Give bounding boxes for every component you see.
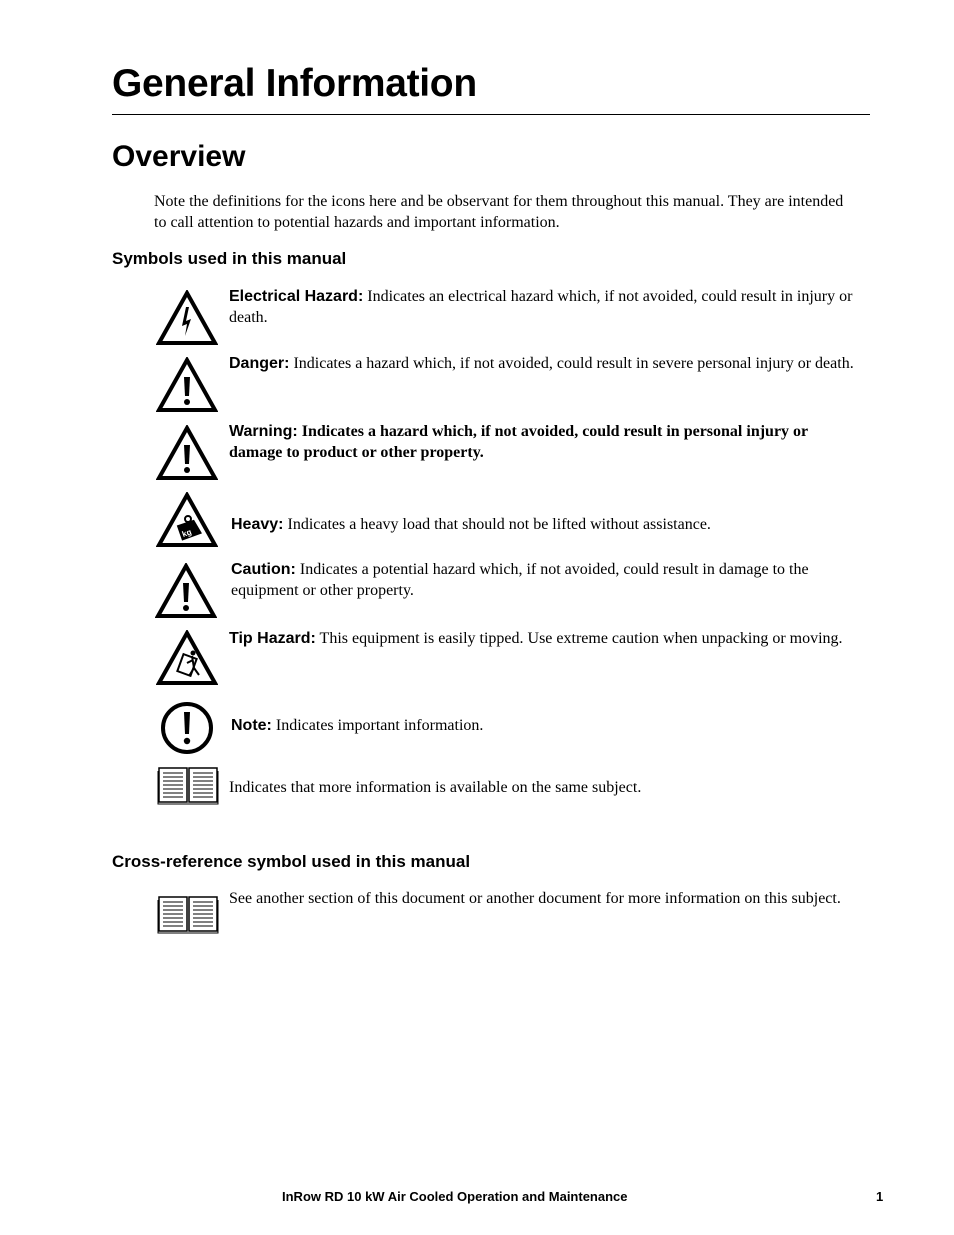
symbol-text: This equipment is easily tipped. Use extreme caution when unpacking or moving. <box>319 630 843 647</box>
caution-icon <box>155 563 217 619</box>
symbols-heading: Symbols used in this manual <box>112 249 347 268</box>
symbol-text: Indicates an electrical hazard which, if not avoided, could result in injury or death. <box>229 288 853 326</box>
symbol-text: Indicates a hazard which, if not avoided, could result in personal injury or damage to product or other property. <box>229 423 808 461</box>
svg-text:kg: kg <box>180 527 193 540</box>
section-heading: Overview <box>112 140 246 173</box>
footer-title: InRow RD 10 kW Air Cooled Operation and Maintenance <box>282 1189 628 1204</box>
symbol-entry <box>231 715 861 736</box>
book-icon <box>157 765 219 805</box>
symbol-label: Note: <box>231 717 272 734</box>
symbol-entry <box>231 514 861 535</box>
symbol-text: Indicates a potential hazard which, if not avoided, could result in damage to the equipment or other property. <box>231 561 809 599</box>
symbol-text: Indicates that more information is available on the same subject. <box>229 779 642 796</box>
warning-icon <box>156 425 218 481</box>
heavy-icon <box>156 492 218 548</box>
symbol-text: Indicates a hazard which, if not avoided, could result in severe personal injury or death. <box>293 355 854 372</box>
symbol-text: Indicates a heavy load that should not be lifted without assistance. <box>287 516 711 533</box>
symbol-label: Electrical Hazard: <box>229 288 364 305</box>
note-icon <box>160 701 214 755</box>
symbol-text: Indicates important information. <box>275 717 484 734</box>
crossref-text: See another section of this document or another document for more information on this subject. <box>229 890 841 907</box>
intro-paragraph: Note the definitions for the icons here and be observant for them throughout this manual. They are intended to call attention to potential hazards and important information. <box>154 193 844 231</box>
symbol-entry <box>229 353 859 374</box>
symbol-entry <box>229 286 859 328</box>
title-rule <box>112 114 870 115</box>
symbol-entry <box>229 628 859 649</box>
symbol-entry <box>229 421 859 463</box>
symbol-label: Tip Hazard: <box>229 630 316 647</box>
page-number: 1 <box>876 1189 884 1204</box>
symbol-label: Warning: <box>229 423 298 440</box>
symbol-entry <box>231 559 861 601</box>
symbol-label: Heavy: <box>231 516 284 533</box>
book-icon <box>157 894 219 934</box>
tip-hazard-icon <box>156 630 218 686</box>
electrical-hazard-icon <box>156 290 218 346</box>
symbol-entry <box>229 777 859 798</box>
symbol-label: Danger: <box>229 355 290 372</box>
page-title: General Information <box>112 62 477 105</box>
crossref-heading: Cross-reference symbol used in this manual <box>112 852 471 871</box>
danger-icon <box>156 357 218 413</box>
symbol-label: Caution: <box>231 561 296 578</box>
